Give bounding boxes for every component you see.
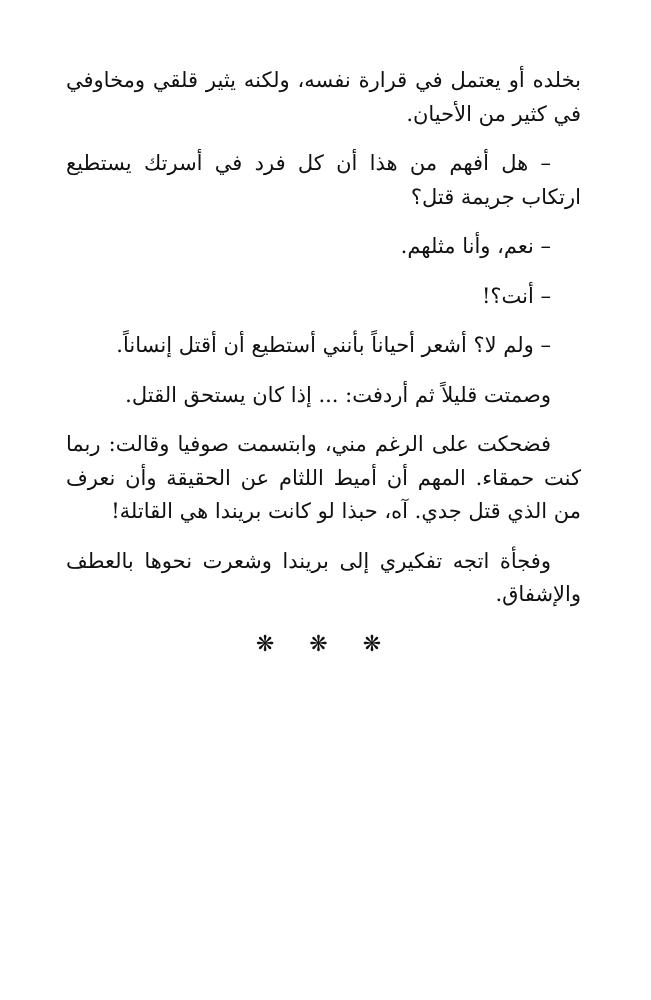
paragraph-laughter: فضحكت على الرغم مني، وابتسمت صوفيا وقالت: ربما كنت حمقاء. المهم أن أميط اللثام عن الحقيقة وأن نعرف من الذي قتل جدي. آه، حبذا لو كانت بريندا هي القاتلة!: [66, 432, 581, 523]
paragraph-continuation: بخلده أو يعتمل في قرارة نفسه، ولكنه يثير قلقي ومخاوفي في كثير من الأحيان.: [66, 68, 581, 126]
section-separator: ❋ ❋ ❋: [255, 631, 396, 657]
paragraph-answer-yes: – نعم، وأنا مثلهم.: [400, 234, 551, 258]
paragraph-brenda: وفجأة اتجه تفكيري إلى بريندا وشعرت نحوها بالعطف والإشفاق.: [66, 548, 581, 606]
paragraph-question-family: – هل أفهم من هذا أن كل فرد في أسرتك يستطيع ارتكاب جريمة قتل؟: [66, 151, 581, 209]
paragraph-silence: وصمتت قليلاً ثم أردفت: ... إذا كان يستحق القتل.: [125, 382, 551, 407]
paragraph-why-not: – ولم لا؟ أشعر أحياناً بأنني أستطيع أن أقتل إنساناً.: [116, 333, 551, 357]
paragraph-you: – أنت؟!: [481, 283, 551, 308]
